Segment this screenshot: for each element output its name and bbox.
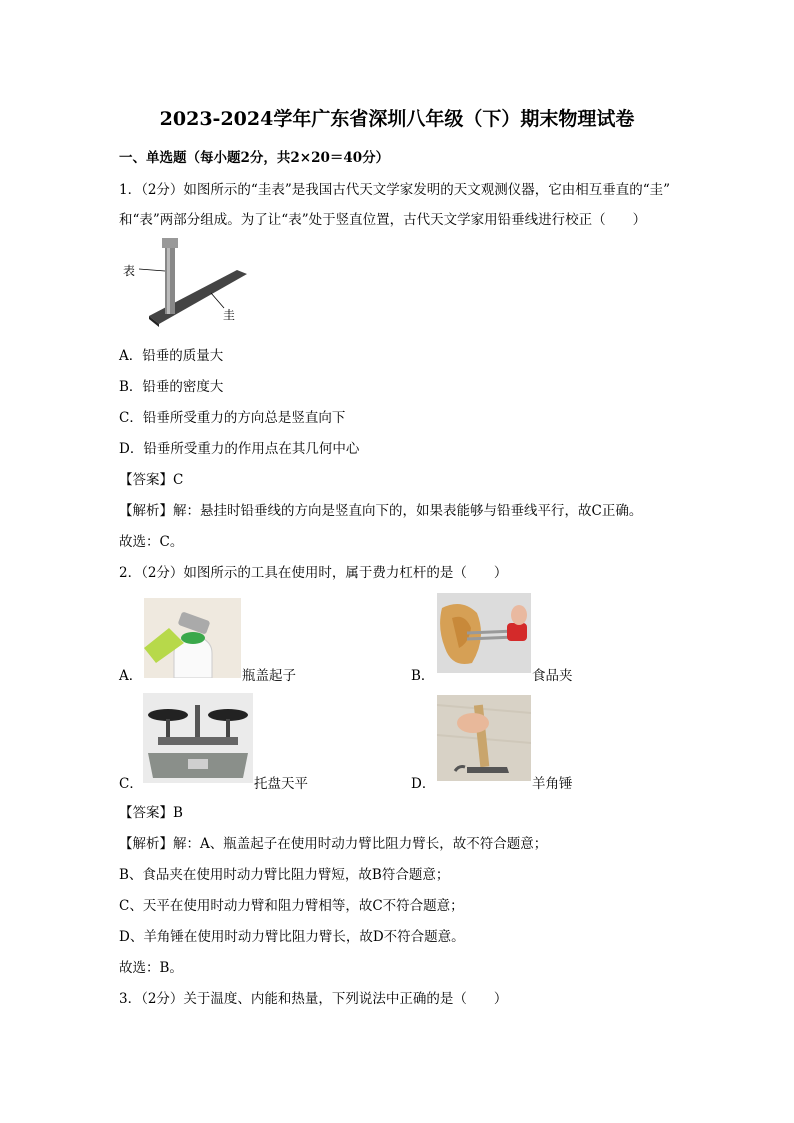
q2-analysis-line2: B、食品夹在使用时动力臂比阻力臂短，故B符合题意； [119,867,450,883]
q1-answer: 【答案】C [119,472,184,488]
q2-analysis-line1: 【解析】解：A、瓶盖起子在使用时动力臂比阻力臂长，故不符合题意； [119,836,548,852]
q1-option-a: A．铅垂的质量大 [119,348,224,364]
q2-choose: 故选：B。 [119,960,183,976]
page-title: 2023-2024学年广东省深圳八年级（下）期末物理试卷 [159,108,635,130]
label-gui: 圭 [223,308,236,322]
q2-analysis-line3: C、天平在使用时动力臂和阻力臂相等，故C不符合题意； [119,898,464,914]
q1-stem-line2: 和“表”两部分组成。为了让“表”处于竖直位置，古代天文学家用铅垂线进行校正（ ） [119,212,647,228]
q2-option-a-caption: 瓶盖起子 [242,668,296,684]
label-biao: 表 [123,264,136,278]
q1-option-c: C．铅垂所受重力的方向总是竖直向下 [119,410,346,426]
q2-answer: 【答案】B [119,805,183,821]
q2-option-c-letter: C． [119,776,143,792]
q1-option-d: D．铅垂所受重力的作用点在其几何中心 [119,441,360,457]
q2-option-a-letter: A． [119,668,143,684]
q2-option-c-caption: 托盘天平 [254,776,308,792]
bottle-opener-image [144,598,241,678]
q2-stem: 2．（2分）如图所示的工具在使用时，属于费力杠杆的是（ ） [119,565,508,581]
q2-option-d-letter: D． [411,776,436,792]
q2-option-b-caption: 食品夹 [532,668,573,684]
q3-stem: 3．（2分）关于温度、内能和热量，下列说法中正确的是（ ） [119,991,508,1007]
q2-option-b-letter: B． [411,668,435,684]
q1-stem-line1: 1．（2分）如图所示的“圭表”是我国古代天文学家发明的天文观测仪器，它由相互垂直的“圭” [119,182,671,198]
q1-option-b: B．铅垂的密度大 [119,379,224,395]
q2-option-d-caption: 羊角锤 [532,776,573,792]
section-heading: 一、单选题（每小题2分，共2×20＝40分） [119,150,390,166]
balance-scale-image [143,693,253,783]
q1-choose: 故选：C。 [119,534,184,550]
food-tongs-image [437,593,531,673]
claw-hammer-image [437,695,531,781]
q1-analysis: 【解析】解：悬挂时铅垂线的方向是竖直向下的，如果表能够与铅垂线平行，故C正确。 [119,503,643,519]
q2-analysis-line4: D、羊角锤在使用时动力臂比阻力臂长，故D不符合题意。 [119,929,465,945]
guibiao-figure [119,236,254,331]
